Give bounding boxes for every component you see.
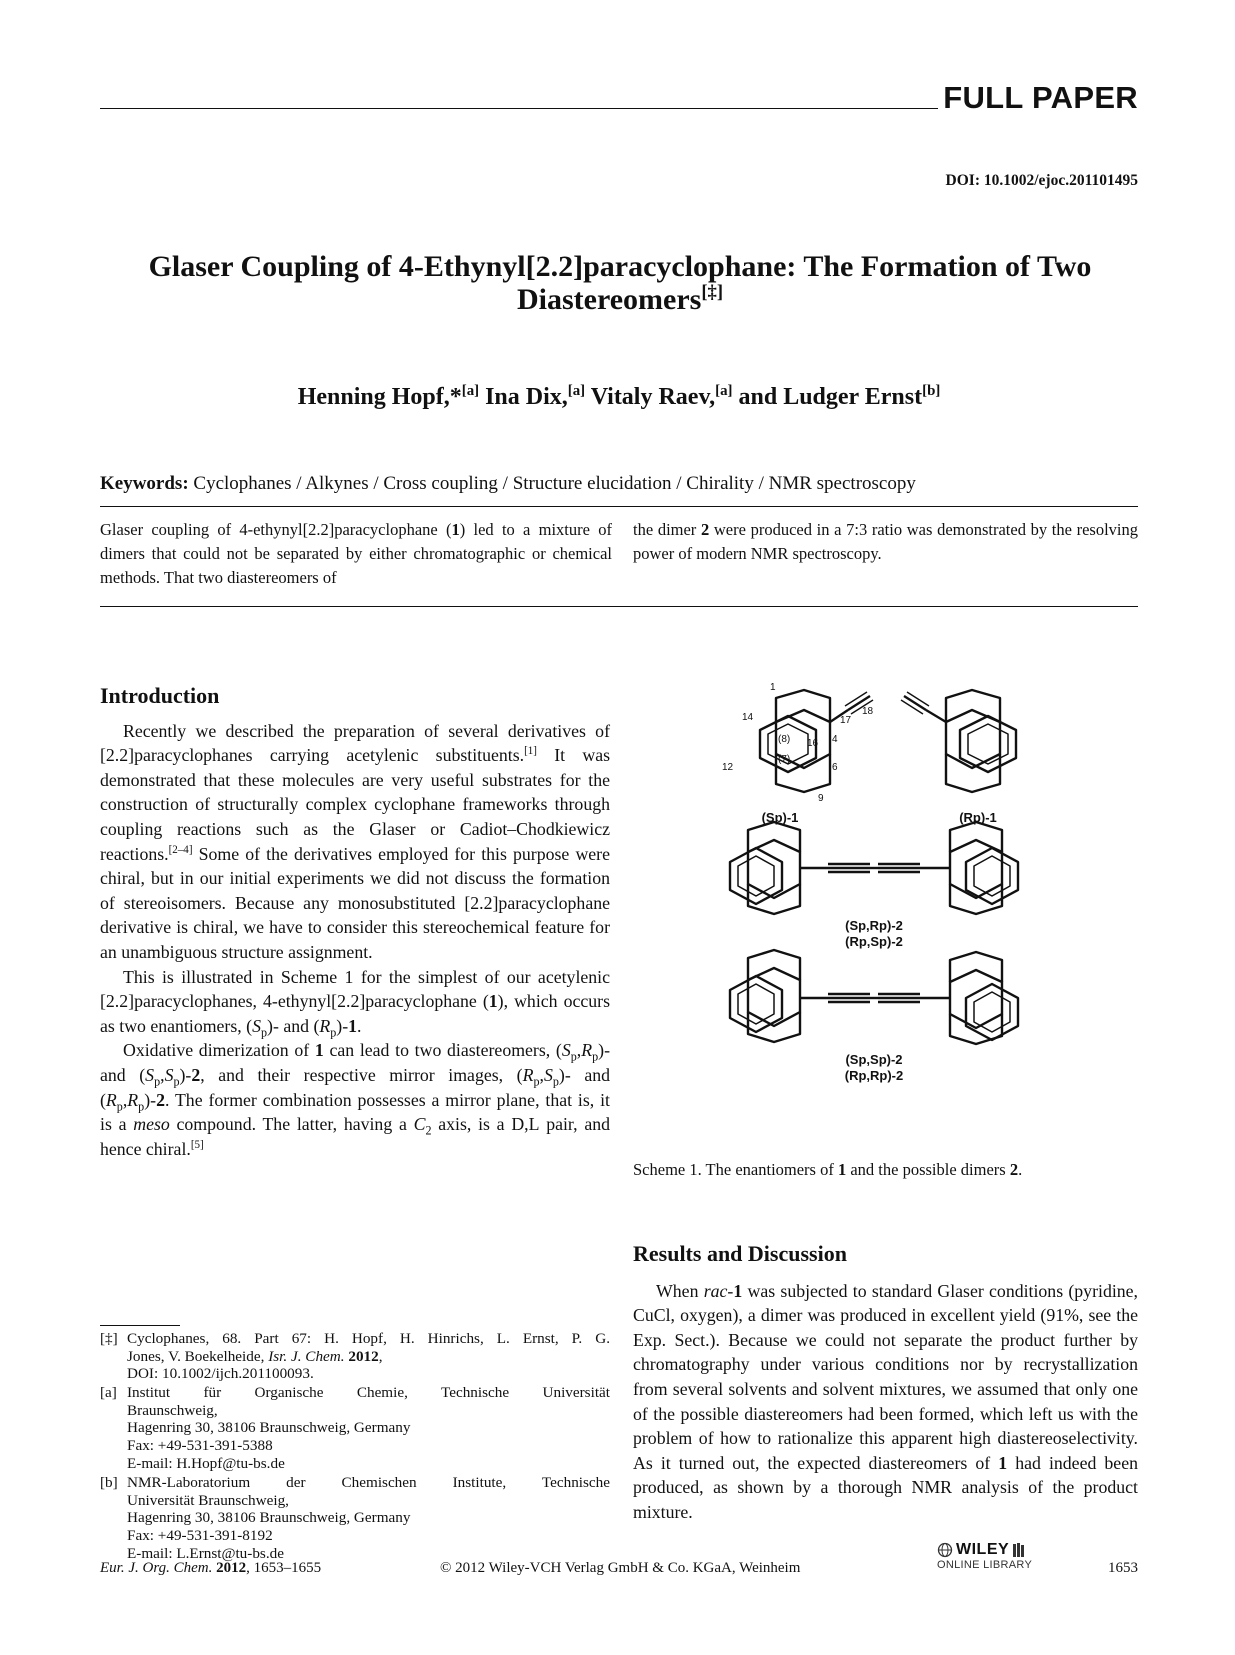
scheme-1-caption: Scheme 1. The enantiomers of 1 and the possible dimers 2. bbox=[633, 1160, 1023, 1179]
doi: DOI: 10.1002/ejoc.201101495 bbox=[945, 172, 1138, 189]
atom-label-18: 18 bbox=[862, 706, 874, 717]
atom-label-4: 4 bbox=[832, 734, 838, 745]
atom-label-1: 1 bbox=[770, 682, 776, 693]
wiley-globe-icon bbox=[937, 1542, 953, 1558]
author-list: Henning Hopf,*[a] Ina Dix,[a] Vitaly Raev,[a] and Ludger Ernst[b] bbox=[297, 383, 941, 410]
atom-label-8: (8) bbox=[778, 734, 791, 745]
atom-label-6: 6 bbox=[832, 762, 838, 773]
keywords bbox=[100, 473, 916, 495]
results-heading: Results and Discussion bbox=[633, 1241, 847, 1266]
atom-label-17: 17 bbox=[840, 715, 852, 726]
footer-copyright: © 2012 Wiley-VCH Verlag GmbH & Co. KGaA, Weinheim bbox=[440, 1560, 801, 1576]
page-number: 1653 bbox=[1108, 1560, 1138, 1576]
label-meso-2: (Rp,Sp)-2 bbox=[845, 934, 903, 949]
results-paragraph-1: When rac-1 was subjected to standard Glaser conditions (pyridine, CuCl, oxygen), a dimer was produced in excellent yield (91%, see the Exp. Sect.). Because we could not separate the product further by chromatography under various conditions nor by recrystallization from several solvents and solvent mixtures, we assumed that only one of the possible diastereomers had been formed, which left us with the problem of how to rationalize this apparent high diastereoselectivity. As it turned out, the expected diastereomers of 1 had indeed been produced, as shown by a thorough NMR analysis of the product mixture. bbox=[633, 1280, 1138, 1522]
footnote-rule bbox=[100, 1325, 180, 1326]
keywords-label: Keywords: bbox=[100, 473, 189, 494]
label-chiral-1: (Sp,Sp)-2 bbox=[845, 1052, 903, 1067]
label-sp-1: (Sp)-1 bbox=[761, 810, 799, 825]
atom-label-9: 9 bbox=[818, 793, 824, 804]
author-hopf: Henning Hopf,* bbox=[297, 384, 462, 410]
intro-paragraph-2: This is illustrated in Scheme 1 for the simplest of our acetylenic [2.2]paracyclophanes, 4-ethynyl[2.2]paracyclophane (1), which occurs as two enantiomers, $(S_p)-$ and $(R_p)-1$. bbox=[100, 966, 610, 1040]
title-line-1: Glaser Coupling of 4-Ethynyl[2.2]paracyclophane: The Formation of Two bbox=[148, 250, 1092, 283]
abstract-left-column: Glaser coupling of 4-ethynyl[2.2]paracyclophane (1) led to a mixture of dimers that could not be separated by either chromatographic or chemical methods. That two diastereomers of bbox=[100, 520, 612, 587]
author-ernst: and Ludger Ernst bbox=[732, 384, 923, 410]
monomer-rp-structure bbox=[901, 690, 1016, 792]
footer-citation: Eur. J. Org. Chem. 2012, 1653–1655 bbox=[100, 1560, 322, 1576]
title-line-2: Diastereomers[‡] bbox=[516, 282, 724, 316]
label-meso-1: (Sp,Rp)-2 bbox=[845, 918, 903, 933]
atom-label-7: (7) bbox=[778, 754, 791, 765]
footnote-affiliation-a: [a] Institut für Organische Chemie, Technische Universität Braunschweig, Hagenring 30, 38106 Braunschweig, Germany Fax: +49-531-391-5388 E-mail: H.Hopf@tu-bs.de bbox=[100, 1384, 610, 1472]
section-label: FULL PAPER bbox=[943, 80, 1138, 115]
abstract-bottom-rule bbox=[100, 606, 1138, 607]
atom-label-14: 14 bbox=[742, 712, 754, 723]
scheme-1-figure bbox=[720, 680, 1060, 1145]
email-hopf: E-mail: H.Hopf@tu-bs.de bbox=[127, 1454, 285, 1472]
footnote-cyclophanes: [‡] Cyclophanes, 68. Part 67: H. Hopf, H. Hinrichs, L. Ernst, P. G. Jones, V. Boekelheide, Isr. J. Chem. 2012, DOI: 10.1002/ijch.201100093. bbox=[100, 1330, 610, 1383]
label-rp-1: (Rp)-1 bbox=[959, 810, 997, 825]
wiley-online-library-logo: WILEY ONLINE LIBRARY bbox=[937, 1541, 1033, 1571]
abstract-top-rule bbox=[100, 506, 1138, 507]
introduction-heading: Introduction bbox=[100, 683, 220, 708]
intro-paragraph-1: Recently we described the preparation of several derivatives of [2.2]paracyclophanes carrying acetylenic substituents.[1] It was demonstrated that these molecules are very useful substrates for the construction of structurally complex cyclophane frameworks through coupling reactions such as the Glaser or Cadiot–Chodkiewicz reactions.[2–4] Some of the derivatives employed for this purpose were chiral, but in our initial experiments we did not discuss the formation of stereoisomers. Because any monosubstituted [2.2]paracyclophane derivative is chiral, we have to consider this stereochemical feature for an unambiguous structure assignment. bbox=[100, 720, 611, 962]
abstract-right-column: the dimer 2 were produced in a 7:3 ratio was demonstrated by the resolving power of modern NMR spectroscopy. bbox=[633, 520, 1138, 563]
author-raev: Vitaly Raev, bbox=[585, 384, 716, 410]
header-rule bbox=[100, 108, 938, 109]
dimer-chiral-structure bbox=[730, 950, 1018, 1044]
results-section bbox=[633, 1242, 1138, 1525]
dimer-meso-structure bbox=[730, 822, 1018, 914]
wiley-books-icon bbox=[1012, 1542, 1026, 1558]
footnote-affiliation-b: [b] NMR-Laboratorium der Chemischen Institute, Technische Universität Braunschweig, Hagenring 30, 38106 Braunschweig, Germany Fax: +49-531-391-8192 E-mail: L.Ernst@tu-bs.de bbox=[100, 1474, 610, 1562]
label-chiral-2: (Rp,Rp)-2 bbox=[844, 1068, 904, 1083]
atom-label-16: 16 bbox=[807, 738, 819, 749]
introduction-section bbox=[100, 684, 610, 1161]
article-title bbox=[120, 250, 1120, 316]
email-ernst: E-mail: L.Ernst@tu-bs.de bbox=[127, 1544, 284, 1562]
intro-paragraph-3: Oxidative dimerization of 1 can lead to two diastereomers, $(S_p,R_p)-$ and $(S_p,S_p)-2$, and their respective mirror images, $(R_p,S_p)-$ and $(R_p,R_p)-2$. The former combination possesses a mirror plane, that is, it is a meso compound. The latter, having a $C_2$ axis, is a D,L pair, and hence chiral.[5] bbox=[100, 1040, 610, 1159]
atom-label-12: 12 bbox=[722, 762, 734, 773]
keywords-text: Cyclophanes / Alkynes / Cross coupling / Structure elucidation / Chirality / NMR spectroscopy bbox=[188, 473, 916, 494]
author-dix: Ina Dix, bbox=[479, 384, 568, 410]
